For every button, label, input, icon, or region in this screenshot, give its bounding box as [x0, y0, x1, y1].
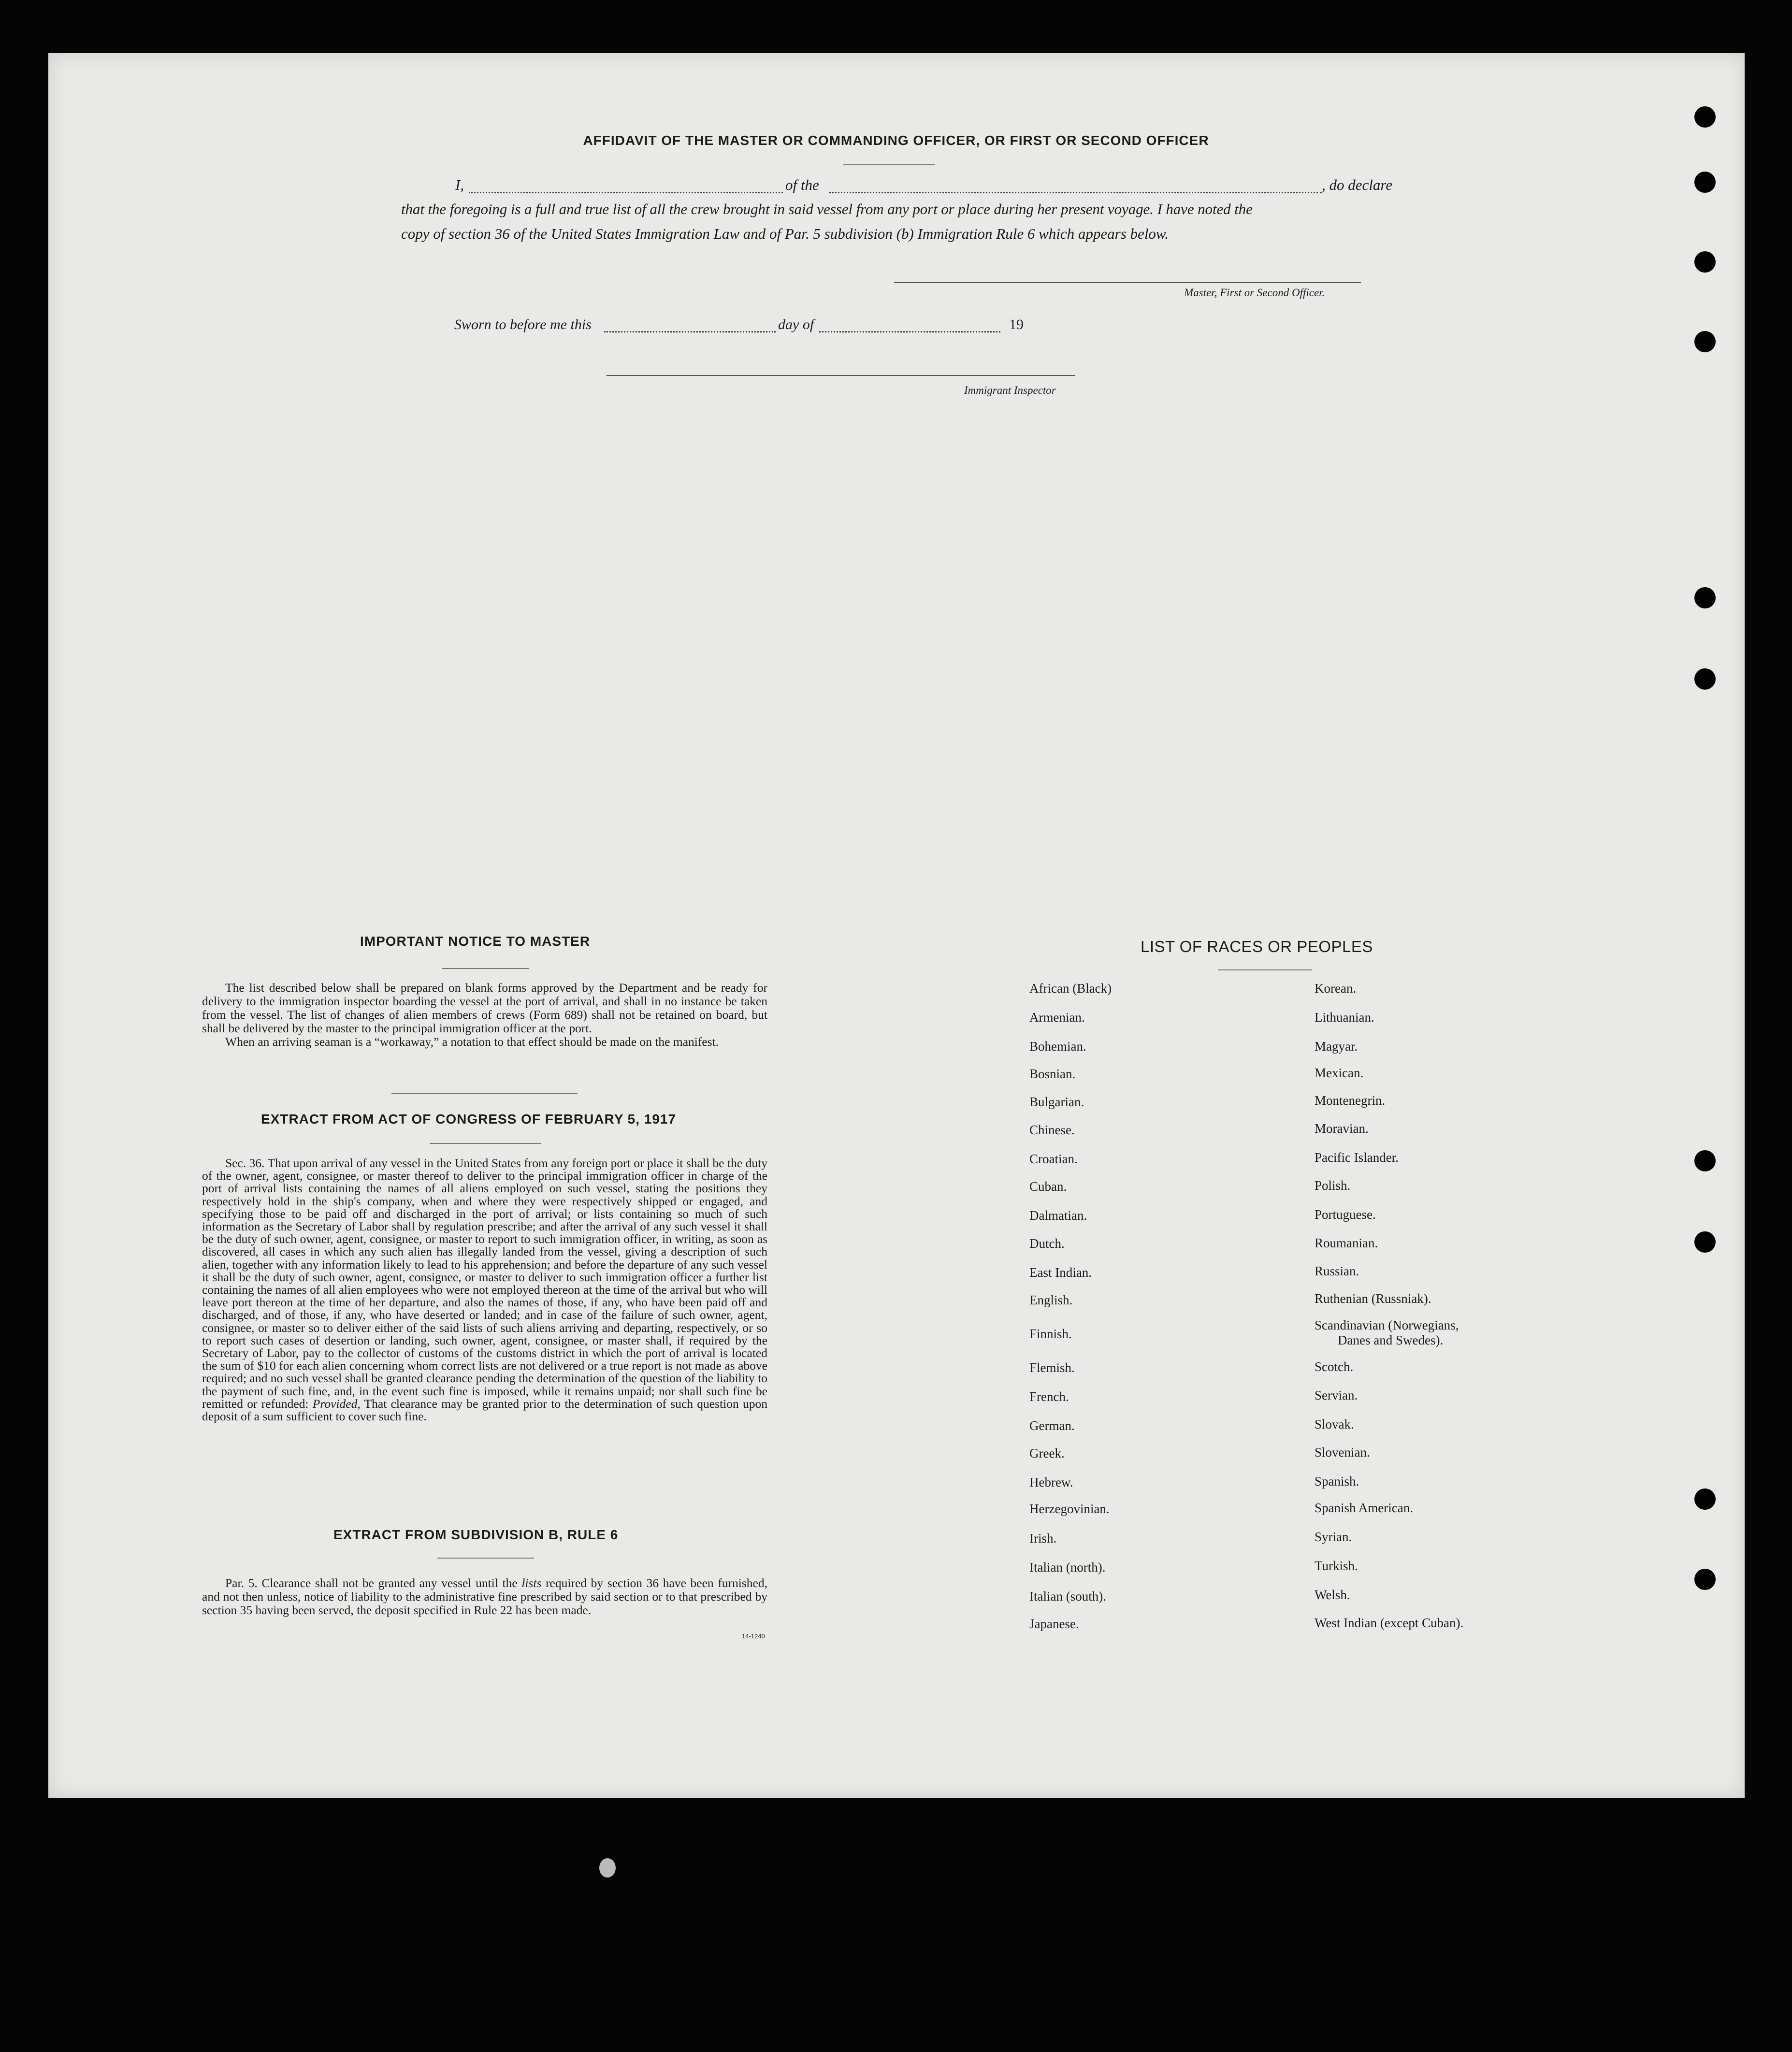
- section-divider: [391, 1093, 578, 1094]
- race-left-13: Flemish.: [1029, 1360, 1075, 1375]
- affidavit-of-the: of the: [785, 176, 819, 193]
- punch-hole: [1694, 1488, 1716, 1510]
- affidavit-line-3: copy of section 36 of the United States Immigration Law and of Par. 5 subdivision (b) Immigration Rule 6 which appears below.: [401, 225, 1169, 242]
- signature-line[interactable]: [894, 282, 1361, 283]
- race-left-17: Hebrew.: [1029, 1475, 1073, 1489]
- affidavit-title-rule: [843, 164, 935, 165]
- rule6-body: [202, 1576, 767, 1617]
- race-left-11: English.: [1029, 1293, 1073, 1307]
- punch-hole: [1694, 587, 1716, 608]
- race-left-16: Greek.: [1029, 1446, 1065, 1460]
- notice-body: [202, 981, 767, 1049]
- punch-hole: [1694, 1231, 1716, 1253]
- race-right-2: Magyar.: [1315, 1039, 1358, 1054]
- race-right-7: Polish.: [1315, 1178, 1351, 1193]
- race-right-17: Spanish.: [1315, 1474, 1359, 1488]
- sworn-day-of: day of: [778, 317, 814, 332]
- notice-paragraph-2: When an arriving seaman is a “workaway,” a notation to that effect should be made on the manifest.: [225, 1035, 719, 1049]
- race-left-9: Dutch.: [1029, 1236, 1065, 1251]
- race-right-18: Spanish American.: [1315, 1501, 1413, 1515]
- sworn-month-blank[interactable]: [819, 331, 1000, 332]
- race-right-13: Scotch.: [1315, 1359, 1354, 1374]
- race-left-6: Croatian.: [1029, 1152, 1078, 1166]
- race-left-8: Dalmatian.: [1029, 1208, 1087, 1223]
- notice-title-rule: [442, 968, 529, 969]
- race-left-20: Italian (north).: [1029, 1560, 1106, 1575]
- rule6-title-rule: [437, 1558, 534, 1559]
- sworn-day-blank[interactable]: [604, 331, 776, 332]
- affidavit-do-declare: , do declare: [1322, 176, 1393, 193]
- race-left-1: Armenian.: [1029, 1010, 1085, 1025]
- race-left-2: Bohemian.: [1029, 1039, 1086, 1054]
- races-title-rule: [1218, 969, 1312, 970]
- race-right-8: Portuguese.: [1315, 1207, 1376, 1222]
- affidavit-line-2: that the foregoing is a full and true list of all the crew brought in said vessel from any port or place during her present voyage. I have noted the: [401, 201, 1253, 217]
- race-left-15: German.: [1029, 1418, 1075, 1433]
- inspector-signature-line[interactable]: [607, 375, 1075, 376]
- race-right-0: Korean.: [1315, 981, 1357, 996]
- race-left-0: African (Black): [1029, 981, 1112, 996]
- name-blank[interactable]: [469, 192, 783, 193]
- act-title-rule: [430, 1143, 541, 1144]
- race-left-22: Japanese.: [1029, 1617, 1079, 1631]
- race-right-11: Ruthenian (Russniak).: [1315, 1291, 1431, 1306]
- race-left-3: Bosnian.: [1029, 1067, 1076, 1081]
- race-right-22: West Indian (except Cuban).: [1315, 1616, 1464, 1630]
- signature-label: Master, First or Second Officer.: [1184, 287, 1325, 299]
- sworn-prefix: Sworn to before me this: [454, 317, 592, 332]
- race-right-12-line-2: Danes and Swedes).: [1338, 1333, 1444, 1347]
- punch-hole: [1694, 1569, 1716, 1590]
- rule6-title: EXTRACT FROM SUBDIVISION B, RULE 6: [333, 1527, 619, 1542]
- sworn-year: 19: [1009, 317, 1024, 332]
- race-right-1: Lithuanian.: [1315, 1010, 1374, 1025]
- act-provided: Provided,: [312, 1396, 361, 1411]
- race-right-12: [1315, 1318, 1459, 1348]
- race-right-5: Moravian.: [1315, 1121, 1369, 1136]
- race-left-4: Bulgarian.: [1029, 1095, 1084, 1109]
- film-speck: [599, 1858, 616, 1878]
- race-right-20: Turkish.: [1315, 1559, 1358, 1573]
- vessel-blank[interactable]: [829, 192, 1322, 193]
- race-left-5: Chinese.: [1029, 1123, 1075, 1137]
- punch-hole: [1694, 106, 1716, 128]
- notice-paragraph-1: The list described below shall be prepared on blank forms approved by the Department and be ready for delivery to the immigration inspector boarding the vessel at the port of arrival, and shall in no instance be taken from the vessel. The list of changes of alien members of crews (Form 689) shall not be retained on board, but shall be delivered by the master to the principal immigration officer at the port.: [202, 981, 767, 1035]
- inspector-label: Immigrant Inspector: [964, 384, 1056, 396]
- affidavit-title: AFFIDAVIT OF THE MASTER OR COMMANDING OFFICER, OR FIRST OR SECOND OFFICER: [583, 133, 1209, 148]
- punch-hole: [1694, 251, 1716, 273]
- race-right-4: Montenegrin.: [1315, 1093, 1386, 1108]
- affidavit-i: I,: [455, 176, 464, 193]
- act-section-label: Sec. 36.: [225, 1156, 265, 1170]
- act-title: EXTRACT FROM ACT OF CONGRESS OF FEBRUARY 5, 1917: [261, 1112, 677, 1127]
- rule6-text-after: required by section 36 have been furnished, and not then unless, notice of liability to the administrative fine prescribed by said section or to that prescribed by section 35 having been served, the deposit specified in Rule 22 has been made.: [202, 1576, 768, 1617]
- act-section-text: That upon arrival of any vessel in the United States from any foreign port or place it shall be the duty of the owner, agent, consignee, or master thereof to deliver to the principal immigration officer in charge of the port of arrival lists containing the names of all aliens employed on such vessel, stating the positions they respectively hold in the ship's company, when and where they were respectively shipped or engaged, and specifying those to be paid off and discharged in the port of arrival; or lists containing so much of such information as the Secretary of Labor shall by regulation prescribe; and after the arrival of any such vessel it shall be the duty of such owner, agent, consignee, or master to report to such immigration officer, in writing, as soon as discovered, all cases in which any such alien has illegally landed from the vessel, giving a description of such alien, together with any information likely to lead to his apprehension; and before the departure of any such vessel it shall be the duty of such owner, agent, consignee, or master to deliver to such immigration officer a further list containing the names of all alien employees who were not employed thereon at the time of the arrival but who will leave port thereon at the time of her departure, and also the names of those, if any, who have been paid off and discharged, and of those, if any, who have deserted or landed; and in case of the failure of such owner, agent, consignee, or master so to deliver either of the said lists of such aliens arriving and departing, respectively, or so to report such cases of desertion or landing, such owner, agent, consignee, or master shall, if required by the Secretary of Labor, pay to the collector of customs of the customs district in which the port of arrival is located the sum of $10 for each alien concerning whom correct lists are not delivered or a true report is not made as above required; and no such vessel shall be granted clearance pending the determination of the question of the liability to the payment of such fine, and, in the event such fine is imposed, while it remains unpaid; nor shall such fine be remitted or refunded:: [202, 1156, 767, 1411]
- punch-hole: [1694, 668, 1716, 690]
- rule6-text-before: Par. 5. Clearance shall not be granted any vessel until the: [225, 1576, 518, 1590]
- race-left-10: East Indian.: [1029, 1265, 1092, 1280]
- race-right-16: Slovenian.: [1315, 1445, 1370, 1460]
- race-left-18: Herzegovinian.: [1029, 1502, 1110, 1516]
- race-left-14: French.: [1029, 1389, 1069, 1404]
- race-right-6: Pacific Islander.: [1315, 1150, 1399, 1165]
- punch-hole: [1694, 172, 1716, 193]
- race-left-7: Cuban.: [1029, 1179, 1067, 1194]
- punch-hole: [1694, 1150, 1716, 1171]
- rule6-lists: lists: [521, 1576, 542, 1590]
- race-right-12-line-1: Scandinavian (Norwegians,: [1315, 1318, 1459, 1332]
- act-body: [202, 1157, 767, 1423]
- race-right-3: Mexican.: [1315, 1066, 1364, 1080]
- race-right-21: Welsh.: [1315, 1588, 1350, 1602]
- race-right-9: Roumanian.: [1315, 1236, 1378, 1250]
- race-right-19: Syrian.: [1315, 1530, 1352, 1544]
- race-right-10: Russian.: [1315, 1264, 1359, 1278]
- race-left-19: Irish.: [1029, 1531, 1057, 1546]
- act-section-text-end: That clearance may be granted prior to the determination of such question upon deposit of a sum sufficient to cover such fine.: [202, 1396, 768, 1424]
- form-number: 14-1240: [742, 1633, 765, 1640]
- races-title: LIST OF RACES OR PEOPLES: [1141, 938, 1373, 955]
- race-right-15: Slovak.: [1315, 1417, 1354, 1431]
- race-left-12: Finnish.: [1029, 1327, 1072, 1341]
- race-right-14: Servian.: [1315, 1388, 1358, 1402]
- punch-hole: [1694, 331, 1716, 352]
- notice-title: IMPORTANT NOTICE TO MASTER: [360, 934, 591, 949]
- form-page: [48, 53, 1745, 1798]
- race-left-21: Italian (south).: [1029, 1589, 1106, 1604]
